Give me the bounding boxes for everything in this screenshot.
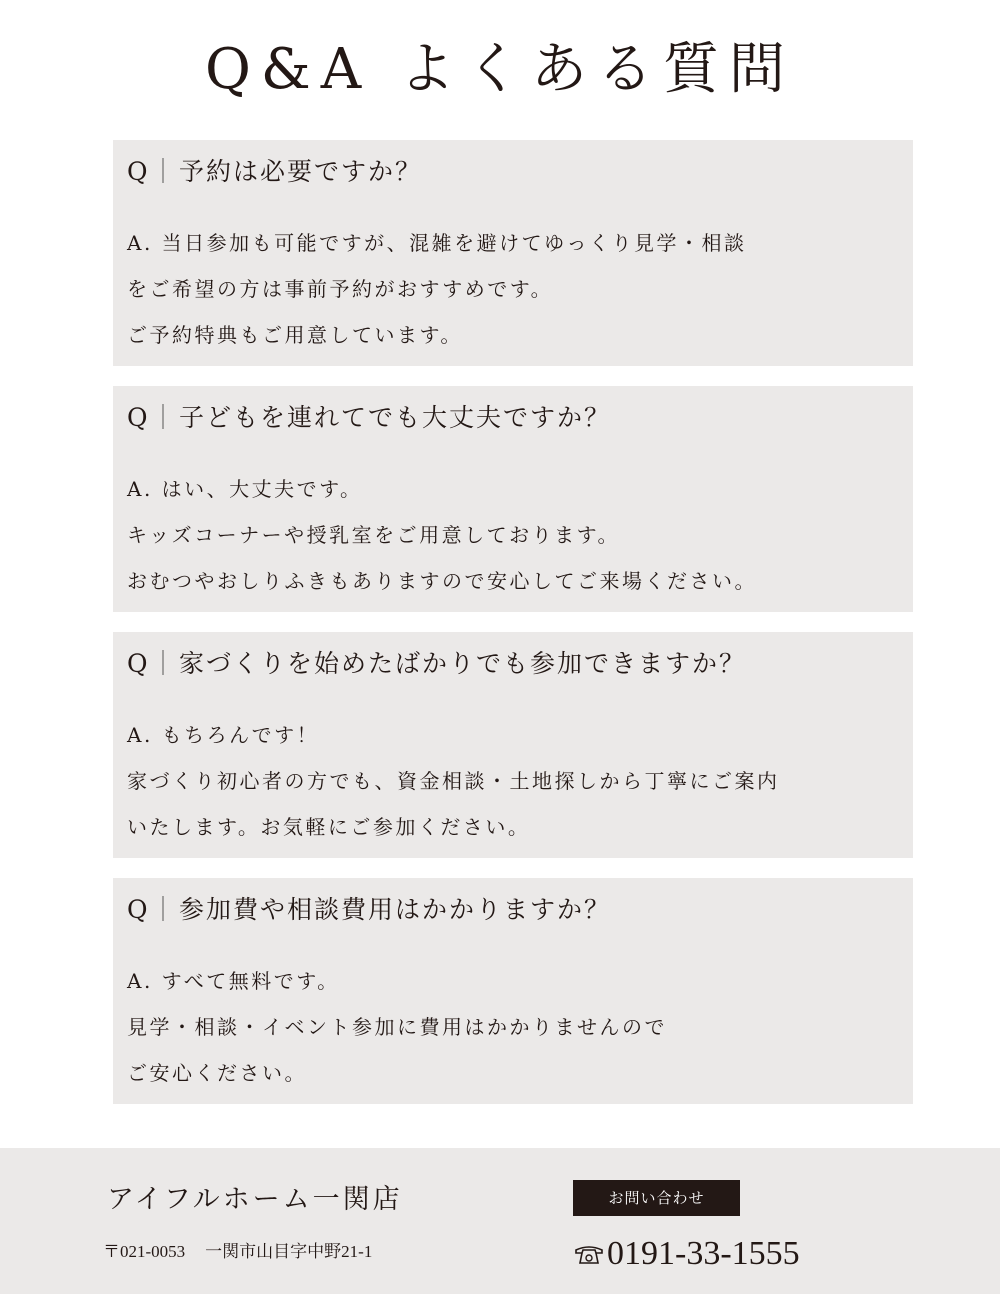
answer-line: A. はい、大丈夫です。: [127, 477, 363, 501]
postal-code: 〒021-0053: [103, 1242, 186, 1261]
faq-item: [113, 140, 913, 366]
question-text: 参加費や相談費用はかかりますか？: [179, 895, 612, 924]
faq-item: [113, 632, 913, 858]
answer-line: ご安心ください。: [127, 1061, 307, 1085]
answer-line: A. もちろんです！: [127, 723, 320, 747]
q-mark: Q: [127, 157, 150, 186]
faq-answer: [127, 712, 899, 850]
shop-address: [103, 1240, 372, 1264]
phone-number: 0191-33-1555: [607, 1235, 800, 1272]
faq-question: [127, 644, 899, 684]
q-separator: ｜: [150, 649, 178, 678]
answer-line: A. すべて無料です。: [127, 969, 340, 993]
faq-answer: [127, 958, 899, 1096]
q-separator: ｜: [150, 895, 178, 924]
answer-line: ご予約特典もご用意しています。: [127, 323, 463, 347]
answer-line: いたします。お気軽にご参加ください。: [127, 815, 531, 839]
q-mark: Q: [127, 403, 150, 432]
shop-name: アイフルホーム一関店: [107, 1184, 403, 1215]
faq-answer: [127, 220, 899, 358]
answer-line: キッズコーナーや授乳室をご用意しております。: [127, 523, 620, 547]
page-title: Q&A よくある質問: [205, 37, 795, 102]
answer-line: 見学・相談・イベント参加に費用はかかりませんので: [127, 1015, 667, 1039]
answer-line: A. 当日参加も可能ですが、混雑を避けてゆっくり見学・相談: [127, 231, 747, 255]
q-mark: Q: [127, 649, 150, 678]
answer-line: 家づくり初心者の方でも、資金相談・土地探しから丁寧にご案内: [127, 769, 780, 793]
answer-line: おむつやおしりふきもありますので安心してご来場ください。: [127, 569, 757, 593]
answer-line: をご希望の方は事前予約がおすすめです。: [127, 277, 554, 301]
faq-question: [127, 152, 899, 192]
telephone-icon: [573, 1243, 605, 1265]
faq-list: [113, 140, 913, 1124]
question-text: 予約は必要ですか？: [179, 157, 423, 186]
faq-answer: [127, 466, 899, 604]
faq-item: [113, 386, 913, 612]
q-separator: ｜: [150, 157, 178, 186]
question-text: 子どもを連れてでも大丈夫ですか？: [179, 403, 612, 432]
street-address: 一関市山目字中野21-1: [205, 1242, 373, 1261]
faq-item: [113, 878, 913, 1104]
faq-question: [127, 398, 899, 438]
faq-question: [127, 890, 899, 930]
contact-badge: お問い合わせ: [573, 1180, 740, 1216]
footer: [0, 1148, 1000, 1294]
q-separator: ｜: [150, 403, 178, 432]
phone-link[interactable]: [573, 1232, 800, 1276]
q-mark: Q: [127, 895, 150, 924]
question-text: 家づくりを始めたばかりでも参加できますか？: [179, 649, 747, 678]
